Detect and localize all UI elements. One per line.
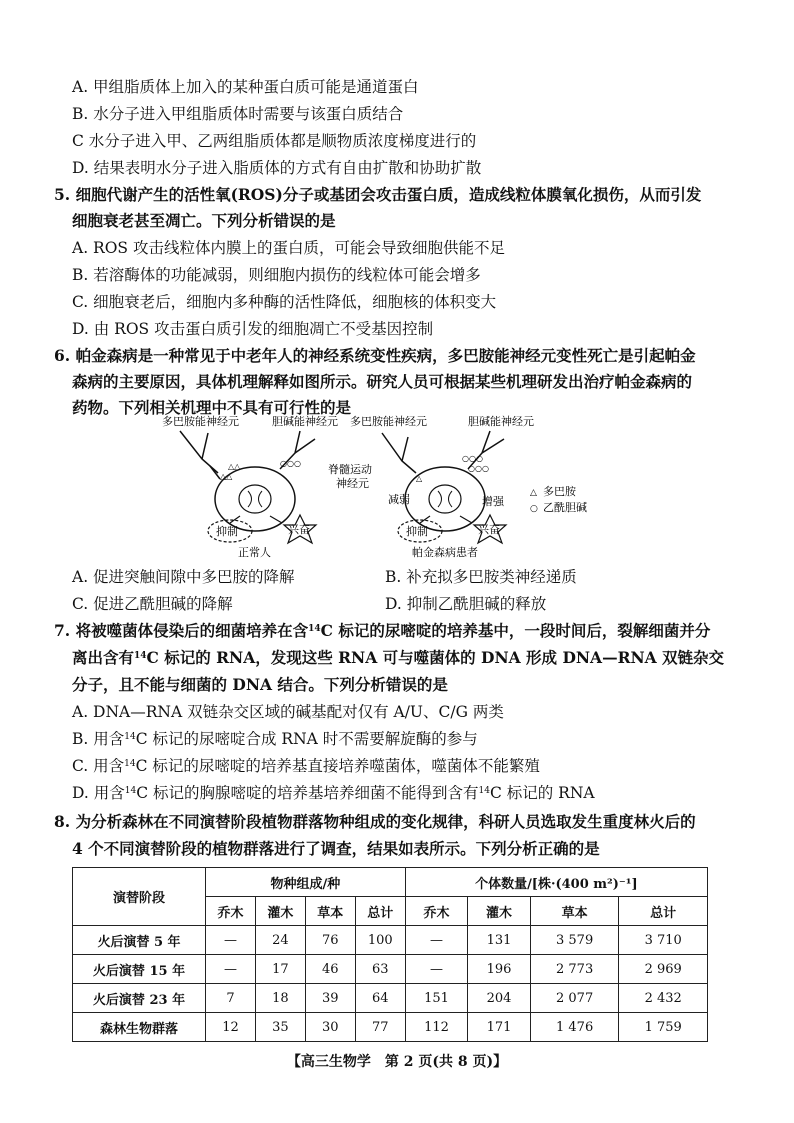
table-cell: 63: [355, 955, 405, 984]
table-row: [73, 926, 708, 955]
header-species: 物种组成/种: [206, 868, 406, 897]
subheader-herb-1: 草本: [305, 897, 355, 926]
q7-option-c: C. 用含$^{14}$C 标记的尿嘧啶的培养基直接培养噬菌体，噬菌体不能繁殖: [72, 757, 540, 775]
table-cell: 3 579: [530, 926, 619, 955]
table-cell: 森林生物群落: [73, 1013, 206, 1042]
legend-dopamine: 多巴胺: [543, 485, 576, 498]
svg-text:○○○: ○○○: [468, 464, 489, 473]
subheader-shrub-2: 灌木: [468, 897, 531, 926]
parkinson-mechanism-diagram: [150, 411, 610, 561]
q6-option-d: D. 抑制乙酰胆碱的释放: [385, 595, 547, 613]
q7-stem-3: 分子，且不能与细菌的 DNA 结合。下列分析错误的是: [72, 675, 448, 694]
table-cell: 100: [355, 926, 405, 955]
table-cell: 30: [305, 1013, 355, 1042]
table-cell: 171: [468, 1013, 531, 1042]
table-cell: 1 476: [530, 1013, 619, 1042]
q5-option-d: D. 由 ROS 攻击蛋白质引发的细胞凋亡不受基因控制: [72, 320, 434, 338]
table-cell: 112: [405, 1013, 468, 1042]
label-spinal-motor-2: 神经元: [336, 477, 369, 490]
label-choline-neuron-patient: 胆碱能神经元: [468, 415, 534, 428]
legend-dopamine-icon: △: [530, 488, 537, 498]
label-enhance: 增强: [482, 495, 504, 508]
q6-option-a: A. 促进突触间隙中多巴胺的降解: [72, 568, 295, 586]
q8-stem-1: 8. 为分析森林在不同演替阶段植物群落物种组成的变化规律，科研人员选取发生重度林火后的: [54, 812, 696, 831]
table-cell: 35: [255, 1013, 305, 1042]
table-cell: —: [405, 926, 468, 955]
label-spinal-motor-1: 脊髓运动: [328, 463, 372, 476]
label-excite-normal: 兴奋: [288, 523, 310, 536]
table-cell: 火后演替 15 年: [73, 955, 206, 984]
table-cell: 12: [206, 1013, 256, 1042]
q8-stem-2: 4 个不同演替阶段的植物群落进行了调查，结果如表所示。下列分析正确的是: [72, 839, 600, 858]
subheader-herb-2: 草本: [530, 897, 619, 926]
table-cell: —: [405, 955, 468, 984]
label-excite-patient: 兴奋: [478, 523, 500, 536]
q7-stem-2: 离出含有$^{14}$C 标记的 RNA，发现这些 RNA 可与噬菌体的 DNA 形成 DNA—RNA 双链杂交: [72, 648, 725, 667]
q6-stem-1: 6. 帕金森病是一种常见于中老年人的神经系统变性疾病，多巴胺能神经元变性死亡是引起帕金: [54, 346, 696, 365]
label-dopamine-neuron-normal: 多巴胺能神经元: [162, 415, 239, 428]
table-cell: 2 969: [619, 955, 708, 984]
subheader-tree-2: 乔木: [405, 897, 468, 926]
q4-option-a: A. 甲组脂质体上加入的某种蛋白质可能是通道蛋白: [72, 78, 419, 96]
table-cell: 77: [355, 1013, 405, 1042]
subheader-total-1: 总计: [355, 897, 405, 926]
table-cell: 46: [305, 955, 355, 984]
svg-text:○○○: ○○○: [280, 459, 301, 468]
table-cell: 3 710: [619, 926, 708, 955]
table-cell: 204: [468, 984, 531, 1013]
q4-option-b: B. 水分子进入甲组脂质体时需要与该蛋白质结合: [72, 105, 404, 123]
q7-stem-1: 7. 将被噬菌体侵染后的细菌培养在含$^{14}$C 标记的尿嘧啶的培养基中，一段时间后，裂解细菌并分: [54, 621, 711, 640]
q5-option-b: B. 若溶酶体的功能减弱，则细胞内损伤的线粒体可能会增多: [72, 266, 481, 284]
legend-ach: 乙酰胆碱: [543, 501, 587, 514]
table-row: [73, 984, 708, 1013]
q7-option-d: D. 用含$^{14}$C 标记的胸腺嘧啶的培养基培养细菌不能得到含有$^{14}$C 标记的 RNA: [72, 784, 595, 802]
svg-text:△△: △△: [220, 472, 233, 481]
table-cell: 39: [305, 984, 355, 1013]
q4-option-d: D. 结果表明水分子进入脂质体的方式有自由扩散和协助扩散: [72, 159, 482, 177]
q5-stem-1: 5. 细胞代谢产生的活性氧(ROS)分子或基团会攻击蛋白质，造成线粒体膜氧化损伤，从而引发: [54, 185, 702, 204]
label-weaken: 减弱: [388, 493, 410, 506]
table-cell: —: [206, 926, 256, 955]
table-cell: 196: [468, 955, 531, 984]
caption-normal: 正常人: [238, 546, 271, 559]
caption-patient: 帕金森病患者: [412, 546, 478, 559]
table-cell: 7: [206, 984, 256, 1013]
table-cell: 18: [255, 984, 305, 1013]
label-inhibit-normal: 抑制: [216, 525, 238, 538]
q6-option-b: B. 补充拟多巴胺类神经递质: [385, 568, 577, 586]
table-cell: 2 773: [530, 955, 619, 984]
table-cell: 131: [468, 926, 531, 955]
table-cell: 2 077: [530, 984, 619, 1013]
table-cell: 17: [255, 955, 305, 984]
subheader-tree-1: 乔木: [206, 897, 256, 926]
table-cell: 1 759: [619, 1013, 708, 1042]
table-cell: 2 432: [619, 984, 708, 1013]
table-cell: 64: [355, 984, 405, 1013]
q5-option-a: A. ROS 攻击线粒体内膜上的蛋白质，可能会导致细胞供能不足: [72, 239, 505, 257]
q5-stem-2: 细胞衰老甚至凋亡。下列分析错误的是: [72, 211, 336, 230]
subheader-shrub-1: 灌木: [255, 897, 305, 926]
q6-stem-3: 药物。下列相关机理中不具有可行性的是: [72, 398, 352, 417]
label-inhibit-patient: 抑制: [406, 525, 428, 538]
header-stage: 演替阶段: [73, 868, 206, 926]
table-cell: 151: [405, 984, 468, 1013]
q6-option-c: C. 促进乙酰胆碱的降解: [72, 595, 233, 613]
q6-stem-2: 森病的主要原因，具体机理解释如图所示。研究人员可根据某些机理研发出治疗帕金森病的: [72, 372, 693, 391]
q7-option-b: B. 用含$^{14}$C 标记的尿嘧啶合成 RNA 时不需要解旋酶的参与: [72, 730, 478, 748]
table-row: [73, 1013, 708, 1042]
succession-table: [72, 867, 708, 1042]
table-cell: —: [206, 955, 256, 984]
q5-option-c: C. 细胞衰老后，细胞内多种酶的活性降低，细胞核的体积变大: [72, 293, 497, 311]
table-cell: 火后演替 5 年: [73, 926, 206, 955]
legend-ach-icon: ○: [530, 504, 538, 514]
table-row: [73, 955, 708, 984]
table-cell: 火后演替 23 年: [73, 984, 206, 1013]
label-dopamine-neuron-patient: 多巴胺能神经元: [350, 415, 427, 428]
header-individuals: 个体数量/[株·(400 m²)⁻¹]: [405, 868, 707, 897]
table-cell: 76: [305, 926, 355, 955]
table-cell: 24: [255, 926, 305, 955]
svg-text:△: △: [416, 474, 423, 483]
q7-option-a: A. DNA—RNA 双链杂交区域的碱基配对仅有 A/U、C/G 两类: [72, 703, 504, 721]
svg-text:△△: △△: [228, 462, 241, 471]
label-choline-neuron-normal: 胆碱能神经元: [272, 415, 338, 428]
svg-text:○○○: ○○○: [462, 454, 483, 463]
page-footer: 【高三生物学 第 2 页(共 8 页)】: [286, 1054, 508, 1070]
subheader-total-2: 总计: [619, 897, 708, 926]
q4-option-c: C 水分子进入甲、乙两组脂质体都是顺物质浓度梯度进行的: [72, 132, 477, 150]
